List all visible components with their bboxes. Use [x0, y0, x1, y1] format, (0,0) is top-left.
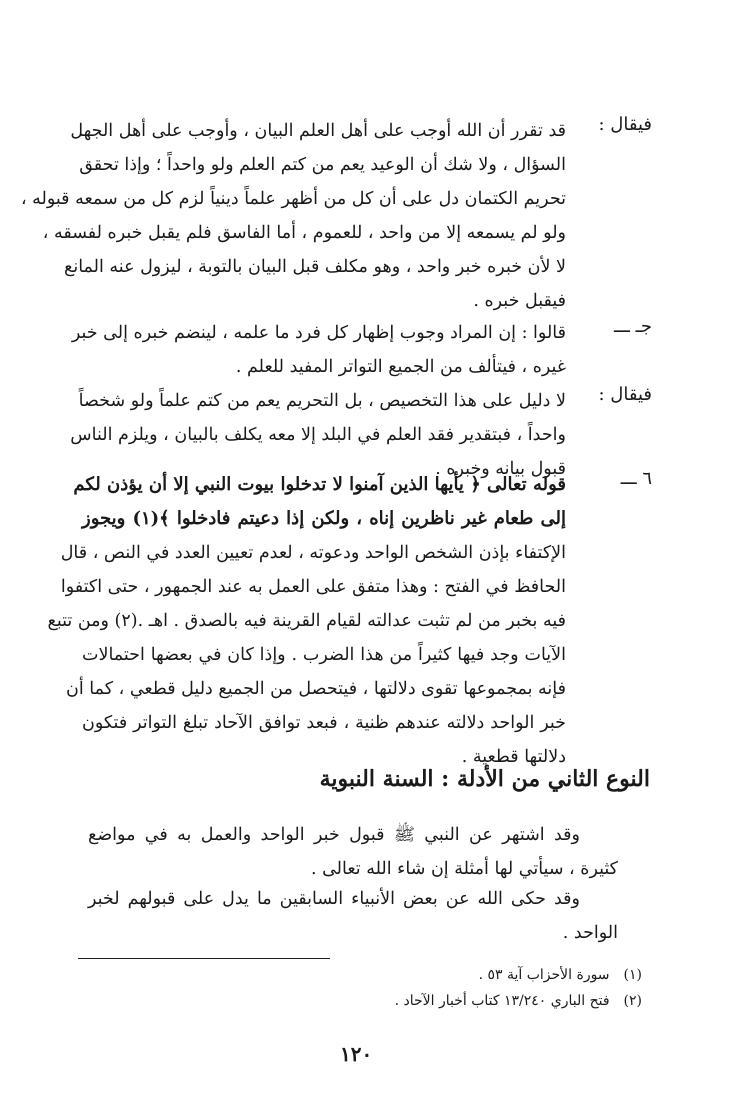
- text-line: فيقبل خبره .: [473, 291, 566, 311]
- text-line: فيه بخبر من لم تثبت عدالته لقيام القرينة فيه بالصدق . اهـ .(٢) ومن تتبع: [47, 611, 566, 631]
- quran-verse-line: قوله تعالى ﴿ يأيها الذين آمنوا لا تدخلوا بيوت النبي إلا أن يؤذن لكم: [73, 474, 566, 495]
- text-line: خبر الواحد دلالته عندهم ظنية ، فبعد توافق الآحاد تبلغ التواتر فتكون: [82, 713, 566, 733]
- footnote-text: فتح الباري ١٣/٢٤٠ كتاب أخبار الآحاد .: [394, 993, 610, 1009]
- paragraph-2: [88, 882, 618, 950]
- text-line: الآيات وجد فيها كثيراً من هذا الضرب . وإذا كان في بعضها احتمالات: [82, 645, 566, 665]
- quran-verse-line: إلى طعام غير ناظرين إناه ، ولكن إذا دعيتم فادخلوا ﴾(١) ويجوز: [82, 508, 566, 529]
- footnote-number: (٢): [623, 993, 642, 1009]
- text-line: كثيرة ، سيأتي لها أمثلة إن شاء الله تعالى .: [310, 859, 618, 879]
- text-line: قالوا : إن المراد وجوب إظهار كل فرد ما علمه ، لينضم خبره إلى خبر: [71, 323, 566, 343]
- text-line: الإكتفاء بإذن الشخص الواحد ودعوته ، لعدم تعيين العدد في النص ، قال: [60, 543, 566, 563]
- entry-body: [71, 316, 566, 384]
- page-number: ١٢٠: [340, 1042, 373, 1066]
- text-line: فإنه بمجموعها تقوى دلالتها ، فيتحصل من الجميع دليل قطعي ، كما أن: [66, 679, 566, 699]
- text-line: دلالتها قطعية .: [461, 747, 566, 767]
- footnote-text: سورة الأحزاب آية ٥٣ .: [478, 967, 610, 983]
- entry-body: [20, 114, 566, 318]
- paragraph-1: [88, 818, 618, 886]
- entry-body: [47, 468, 566, 774]
- text-line: غيره ، فيتألف من الجميع التواتر المفيد للعلم .: [235, 357, 566, 377]
- text-line: الحافظ في الفتح : وهذا متفق على العمل به عند الجمهور ، حتى اكتفوا: [60, 577, 566, 597]
- footnotes: [122, 962, 642, 1014]
- entry-label: ٦ ـــ: [620, 468, 652, 489]
- text-line: واحداً ، فبتقدير فقد العلم في البلد إلا معه يكلف بالبيان ، ويلزم الناس: [70, 425, 566, 445]
- footnote-1: [122, 962, 642, 988]
- text-line: وقد اشتهر عن النبي ﷺ قبول خبر الواحد والعمل به في مواضع: [88, 825, 580, 845]
- footnote-divider: [78, 958, 330, 959]
- text-line: تحريم الكتمان دل على أن كل من أظهر علماً دينياً لزم كل من سمعه قبوله ،: [20, 189, 566, 209]
- footnote-number: (١): [623, 967, 642, 983]
- text-line: الواحد .: [562, 923, 618, 943]
- text-line: لا دليل على هذا التخصيص ، بل التحريم يعم من كتم علماً ولو شخصاً: [78, 391, 566, 411]
- text-line: ولو لم يسمعه إلا من واحد ، للعموم ، أما الفاسق فلم يقبل خبره لفسقه ،: [42, 223, 566, 243]
- text-line: السؤال ، ولا شك أن الوعيد يعم من كتم العلم ولو واحداً ؛ وإذا تحقق: [79, 155, 566, 175]
- text-line: لا لأن خبره خبر واحد ، وهو مكلف قبل البيان بالتوبة ، ليزول عنه المانع: [64, 257, 566, 277]
- text-line: قد تقرر أن الله أوجب على أهل العلم البيان ، وأوجب على أهل الجهل: [70, 121, 566, 141]
- entry-label: فيقال :: [598, 384, 652, 405]
- entry-label: جـ ـــ: [614, 316, 652, 337]
- text-line: وقد حكى الله عن بعض الأنبياء السابقين ما يدل على قبولهم لخبر: [88, 889, 580, 909]
- entry-label: فيقال :: [598, 114, 652, 135]
- footnote-2: [122, 988, 642, 1014]
- section-heading: النوع الثاني من الأدلة : السنة النبوية: [319, 766, 650, 792]
- text-line: قبول بيانه وخبره .: [435, 459, 566, 479]
